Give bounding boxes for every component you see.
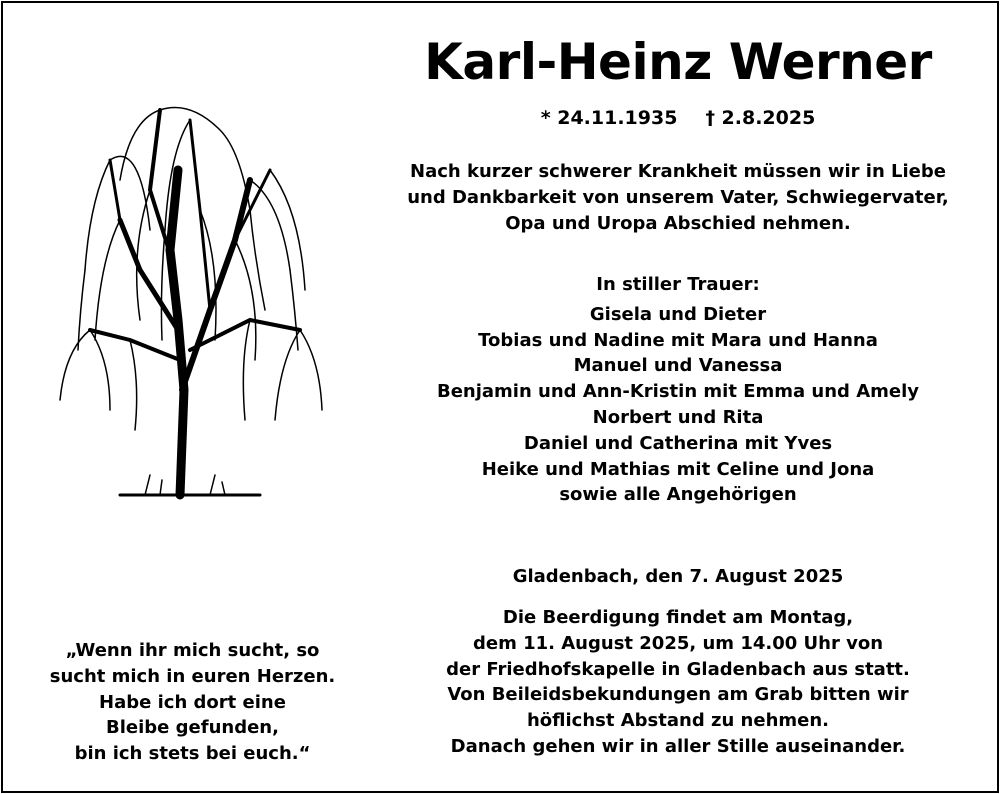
funeral-line: der Friedhofskapelle in Gladenbach aus statt. <box>446 658 910 680</box>
mourners-list <box>360 272 996 508</box>
birth-date: * 24.11.1935 <box>540 107 678 129</box>
funeral-line: dem 11. August 2025, um 14.00 Uhr von <box>472 632 884 654</box>
mourner: Norbert und Rita <box>592 406 764 428</box>
quote-line: „Wenn ihr mich sucht, so <box>65 640 320 661</box>
life-dates <box>360 104 996 132</box>
mourner: Daniel und Catherina mit Yves <box>523 432 833 454</box>
intro-text <box>360 159 996 236</box>
mourners-heading: In stiller Trauer: <box>596 274 760 295</box>
funeral-line: höflichst Abstand zu nehmen. <box>526 710 830 732</box>
mourner: sowie alle Angehörigen <box>559 484 797 506</box>
place-date: Gladenbach, den 7. August 2025 <box>512 566 844 587</box>
intro-line: und Dankbarkeit von unserem Vater, Schwiegervater, <box>407 186 949 208</box>
death-date: † 2.8.2025 <box>705 107 816 129</box>
intro-line: Opa und Uropa Abschied nehmen. <box>505 212 851 234</box>
mourner: Benjamin und Ann-Kristin mit Emma und Amely <box>436 381 920 403</box>
mourner: Gisela und Dieter <box>589 303 767 325</box>
memorial-quote <box>40 638 345 767</box>
funeral-line: Von Beileidsbekundungen am Grab bitten wir <box>447 684 909 706</box>
intro-line: Nach kurzer schwerer Krankheit müssen wir in Liebe <box>410 161 946 182</box>
quote-line: Habe ich dort eine <box>99 691 286 713</box>
funeral-line: Die Beerdigung findet am Montag, <box>502 607 854 628</box>
mourner: Manuel und Vanessa <box>573 355 783 377</box>
funeral-info <box>360 605 996 760</box>
weeping-willow-tree-icon <box>50 90 330 520</box>
quote-line: bin ich stets bei euch.“ <box>74 743 311 765</box>
funeral-line: Danach gehen wir in aller Stille auseinander. <box>450 735 906 757</box>
mourner: Heike und Mathias mit Celine und Jona <box>481 458 875 480</box>
quote-line: sucht mich in euren Herzen. <box>49 665 336 687</box>
deceased-name: Karl-Heinz Werner <box>424 33 932 91</box>
quote-line: Bleibe gefunden, <box>106 717 279 739</box>
mourner: Tobias und Nadine mit Mara und Hanna <box>478 329 878 351</box>
